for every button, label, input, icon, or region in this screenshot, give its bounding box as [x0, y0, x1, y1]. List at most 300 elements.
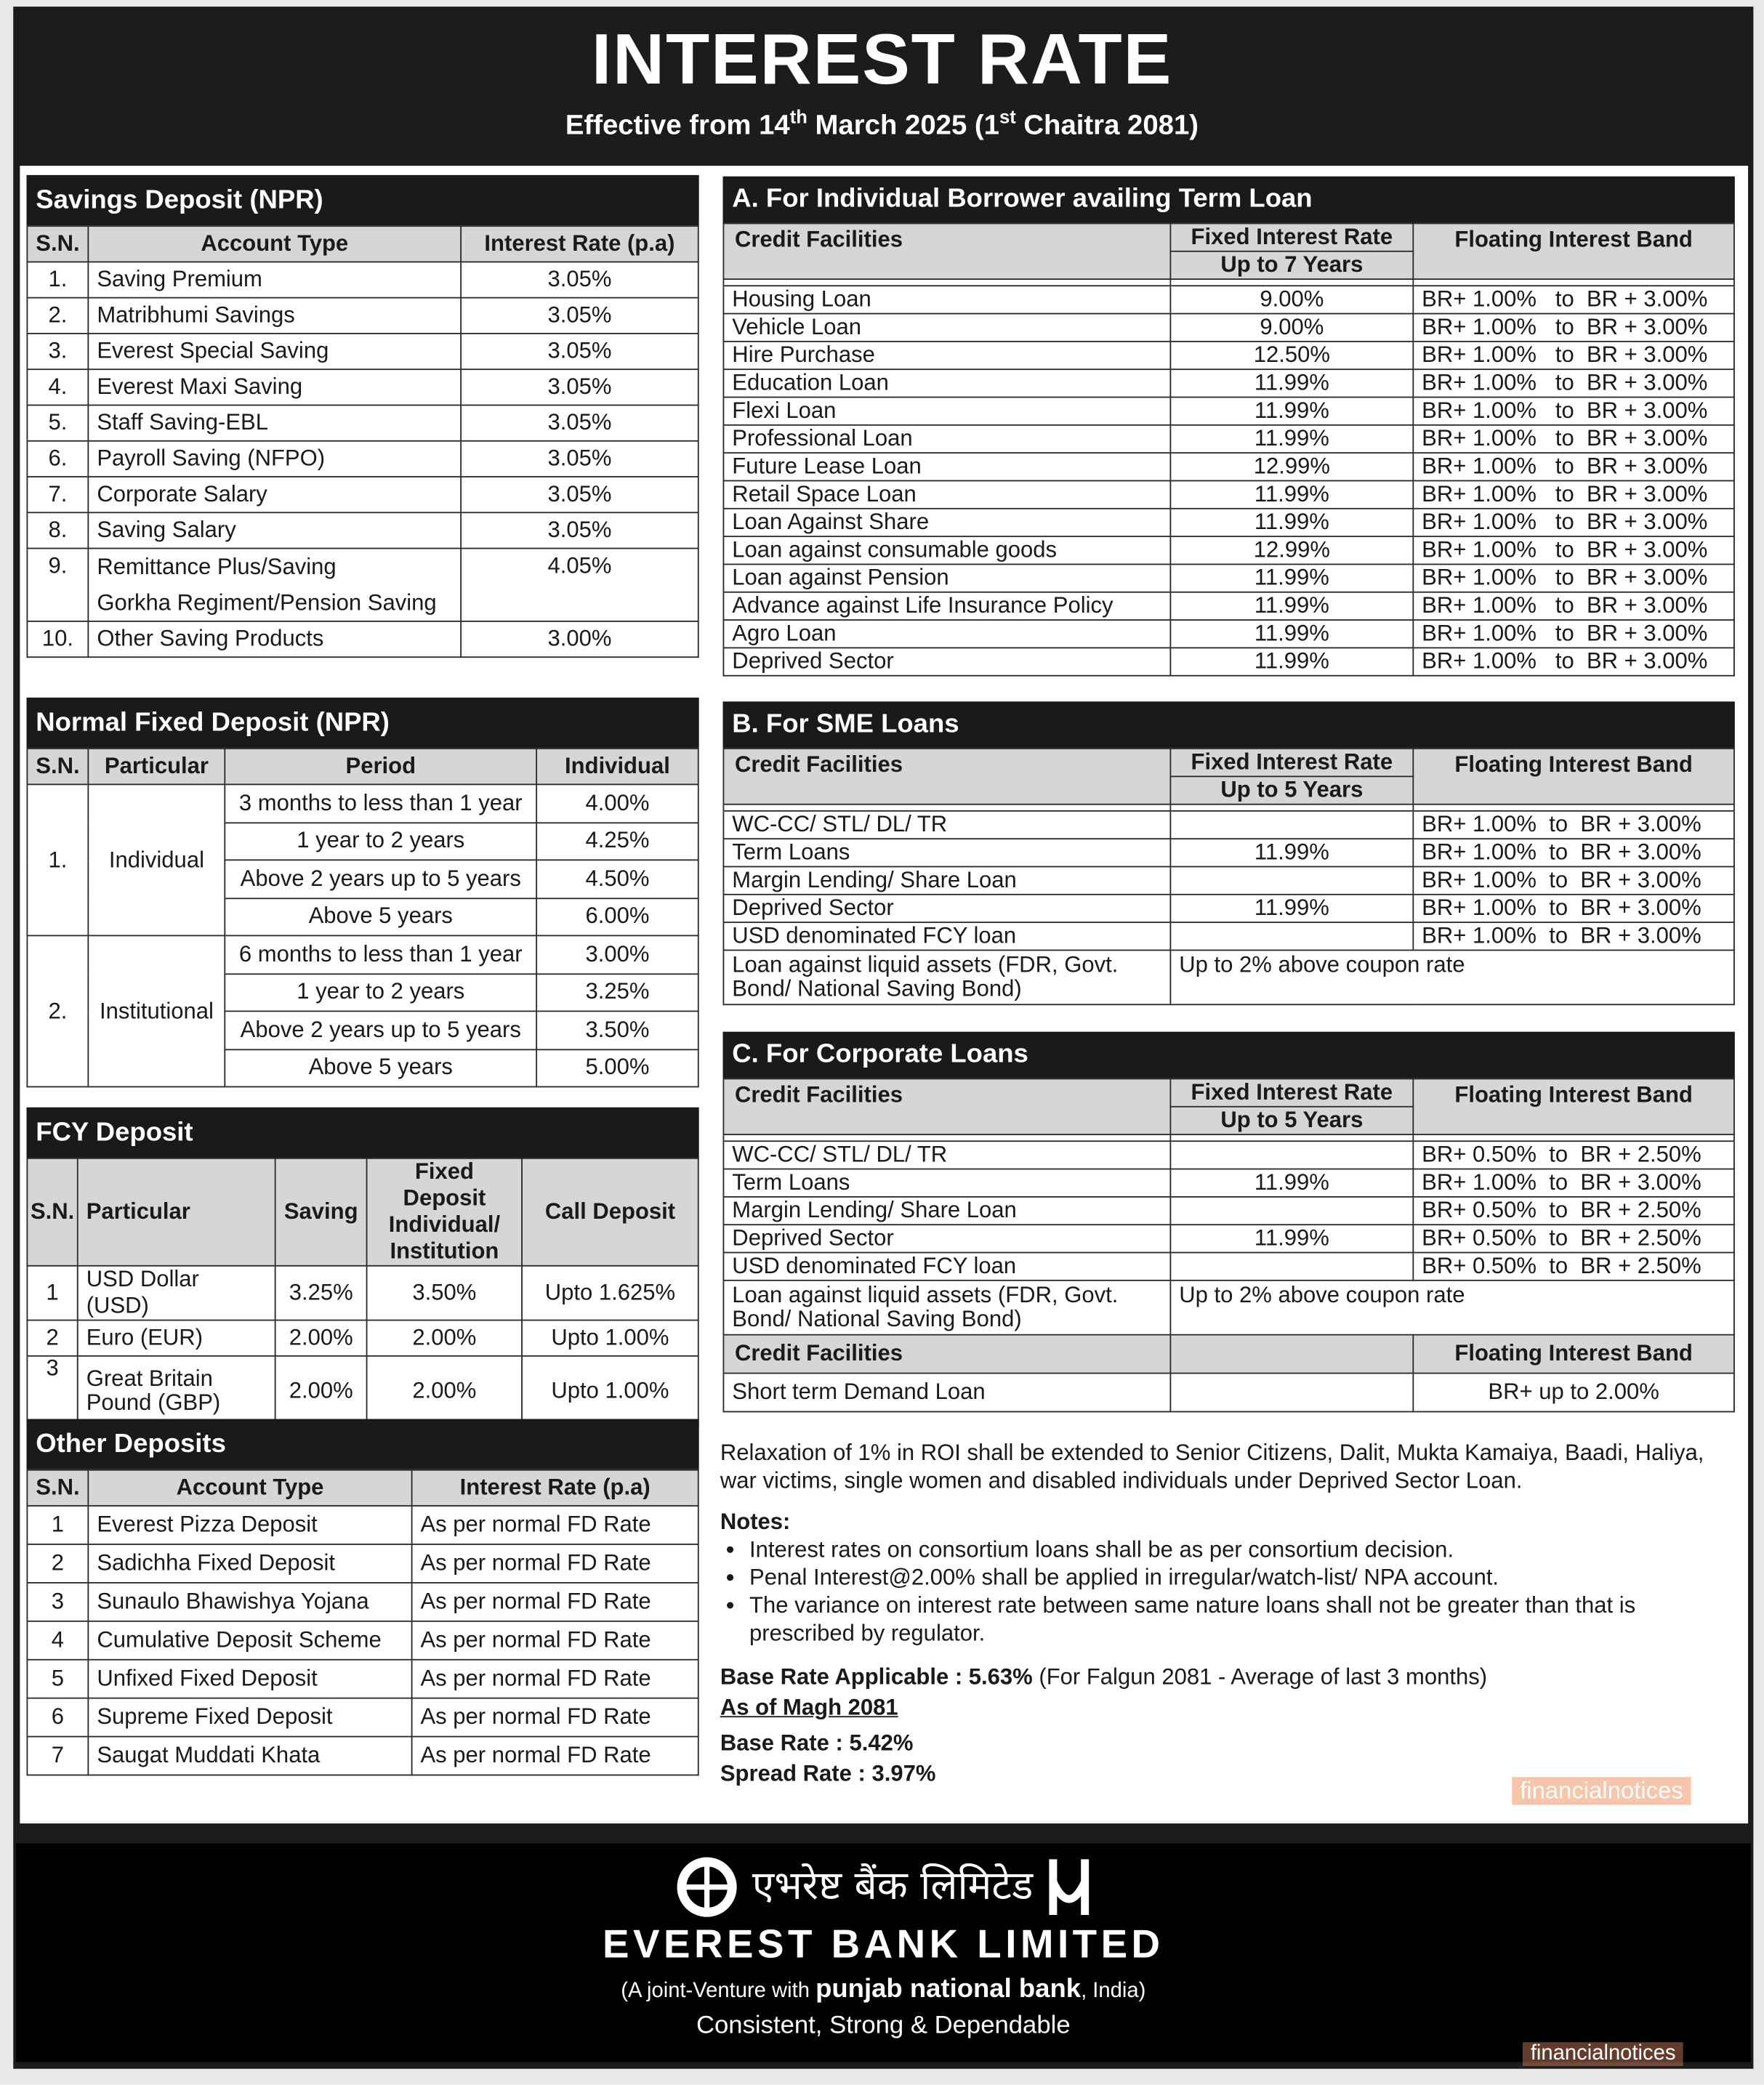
spacer-cell: [1413, 1134, 1734, 1141]
table-row: [723, 648, 1733, 675]
account-type-cell: Cumulative Deposit Scheme: [88, 1621, 411, 1660]
serial-number: 6: [27, 1698, 88, 1737]
serial-number: 2: [27, 1320, 77, 1356]
interest-rate: As per normal FD Rate: [412, 1621, 698, 1660]
interest-rate: 3.05%: [461, 369, 698, 405]
section-title: C. For Corporate Loans: [723, 1032, 1735, 1078]
spacer-cell: [723, 279, 1170, 286]
fixed-rate: 11.99%: [1170, 369, 1413, 397]
account-type-cell: Sunaulo Bhawishya Yojana: [88, 1583, 411, 1621]
interest-rate: 4.50%: [536, 860, 698, 898]
normal-fd-table: [26, 748, 698, 1087]
table-row: [27, 784, 698, 822]
subtitle-part: Effective from 14: [565, 110, 790, 141]
serial-number: 5.: [27, 405, 88, 440]
spacer-cell: [1413, 279, 1734, 286]
account-type-cell: Everest Maxi Saving: [88, 369, 461, 405]
header-row: [723, 749, 1733, 776]
floating-band: BR+ 0.50% to BR + 2.50%: [1413, 1141, 1734, 1169]
fixed-rate: 11.99%: [1170, 480, 1413, 508]
credit-facility: Future Lease Loan: [723, 453, 1170, 480]
spacer-cell: [1170, 279, 1413, 286]
watermark: financialnotices: [1523, 2042, 1684, 2066]
table-row: [27, 262, 698, 297]
spacer-cell: [723, 1134, 1170, 1141]
pnb-logo-icon: [1046, 1855, 1091, 1919]
fixed-rate: 11.99%: [1170, 1169, 1413, 1197]
credit-facility: Loan against liquid assets (FDR, Govt. Bond/ National Saving Bond): [723, 1281, 1170, 1335]
bank-logo: [16, 1854, 1751, 1920]
table-row: [723, 536, 1733, 564]
base-rate-note: (For Falgun 2081 - Average of last 3 months): [1032, 1664, 1488, 1690]
table-row: [27, 935, 698, 973]
table-row: [27, 1266, 698, 1320]
credit-facility: Retail Space Loan: [723, 480, 1170, 508]
account-type-cell: Saving Premium: [88, 262, 461, 297]
header-row: [27, 749, 698, 784]
table-row: [723, 950, 1733, 1004]
table-row: [723, 839, 1733, 866]
fixed-rate: [1170, 811, 1413, 839]
table-row: [723, 480, 1733, 508]
floating-band: BR+ 1.00% to BR + 3.00%: [1413, 620, 1734, 648]
column-header: Fixed Deposit Individual/ Institution: [367, 1158, 523, 1266]
column-header: Period: [225, 749, 536, 784]
savings-table: [26, 225, 698, 658]
base-rate-applicable: [720, 1663, 1741, 1690]
period-cell: 1 year to 2 years: [225, 822, 536, 860]
column-header: Floating Interest Band: [1413, 1335, 1734, 1374]
account-type-cell: Unfixed Fixed Deposit: [88, 1660, 411, 1698]
interest-rate: 3.00%: [461, 621, 698, 657]
fixed-rate: [1170, 1141, 1413, 1169]
subtitle-sup: th: [789, 105, 808, 128]
table-row: [723, 564, 1733, 592]
note-item: • Interest rates on consortium loans shall be as per consortium decision.: [749, 1536, 1741, 1563]
column-header: Credit Facilities: [723, 1078, 1170, 1134]
column-header: S.N.: [27, 226, 88, 262]
subtitle-sup: st: [999, 105, 1016, 128]
subtitle-part: Chaitra 2081): [1015, 110, 1199, 141]
serial-number: 2.: [27, 935, 88, 1086]
loan-a-section: [723, 177, 1735, 677]
table-row: [27, 1583, 698, 1621]
column-header: Individual: [536, 749, 698, 784]
fixed-rate: 9.00%: [1170, 286, 1413, 313]
credit-facility: Loan against Pension: [723, 564, 1170, 592]
fixed-rate: [1170, 867, 1413, 895]
serial-number: 9.: [27, 549, 88, 621]
floating-band: BR+ 1.00% to BR + 3.00%: [1413, 509, 1734, 536]
table-row: [723, 592, 1733, 620]
spacer-row: [723, 1134, 1733, 1141]
credit-facility: WC-CC/ STL/ DL/ TR: [723, 811, 1170, 839]
jv-brand: punjab national bank: [815, 1975, 1082, 2004]
interest-rate: 3.05%: [461, 405, 698, 440]
saving-rate: 2.00%: [275, 1356, 367, 1427]
table-row: [27, 1506, 698, 1544]
fixed-rate: 11.99%: [1170, 839, 1413, 866]
header-row: [723, 1078, 1733, 1106]
floating-band: BR+ 1.00% to BR + 3.00%: [1413, 425, 1734, 453]
serial-number: 3: [27, 1583, 88, 1621]
period-cell: Above 2 years up to 5 years: [225, 860, 536, 898]
table-row: [723, 922, 1733, 950]
interest-rate: As per normal FD Rate: [412, 1506, 698, 1544]
interest-rate: 3.05%: [461, 334, 698, 369]
interest-rate: As per normal FD Rate: [412, 1544, 698, 1583]
joint-venture-text: [16, 1973, 1751, 2007]
table-row: [723, 1374, 1733, 1412]
interest-rate: 3.05%: [461, 262, 698, 297]
tagline: Consistent, Strong & Dependable: [696, 2012, 1071, 2040]
table-row: [27, 369, 698, 405]
column-header: Fixed Interest Rate: [1170, 1078, 1413, 1106]
floating-band: BR+ 0.50% to BR + 2.50%: [1413, 1197, 1734, 1225]
table-row: [27, 1737, 698, 1775]
table-row: [723, 1197, 1733, 1225]
account-type-cell: Everest Special Saving: [88, 334, 461, 369]
floating-band: BR+ 1.00% to BR + 3.00%: [1413, 342, 1734, 369]
fixed-rate: [1170, 1197, 1413, 1225]
spacer-cell: [1413, 804, 1734, 811]
period-cell: Above 5 years: [225, 1049, 536, 1086]
jv-prefix: (A joint-Venture with: [621, 1980, 816, 2003]
floating-band: BR+ 1.00% to BR + 3.00%: [1413, 536, 1734, 564]
column-header: Call Deposit: [522, 1158, 698, 1266]
notes-title: Notes:: [720, 1509, 791, 1535]
serial-number: 4.: [27, 369, 88, 405]
table-row: [723, 425, 1733, 453]
serial-number: 1: [27, 1506, 88, 1544]
period-cell: 6 months to less than 1 year: [225, 935, 536, 973]
interest-rate: 5.00%: [536, 1049, 698, 1086]
credit-facility: Agro Loan: [723, 620, 1170, 648]
fixed-rate: 11.99%: [1170, 592, 1413, 620]
floating-band: BR+ 1.00% to BR + 3.00%: [1413, 286, 1734, 313]
account-type-cell: Supreme Fixed Deposit: [88, 1698, 411, 1737]
jv-suffix: , India): [1081, 1980, 1146, 2003]
fcy-section: [26, 1108, 698, 1427]
account-type-cell: Matribhumi Savings: [88, 298, 461, 334]
credit-facility: Short term Demand Loan: [723, 1374, 1170, 1412]
account-type-cell: Staff Saving-EBL: [88, 405, 461, 440]
floating-band: BR+ 1.00% to BR + 3.00%: [1413, 1169, 1734, 1197]
table-row: [723, 620, 1733, 648]
column-header: [1170, 1335, 1413, 1374]
table-row: [723, 453, 1733, 480]
bank-name-nepali: एभरेष्ट बैंक लिमिटेड: [752, 1863, 1034, 1910]
table-row: [723, 867, 1733, 895]
credit-facility: Loan against liquid assets (FDR, Govt. Bond/ National Saving Bond): [723, 950, 1170, 1004]
call-deposit-rate: Upto 1.00%: [522, 1320, 698, 1356]
account-type-cell: Saugat Muddati Khata: [88, 1737, 411, 1775]
bank-name: EVEREST BANK LIMITED: [603, 1922, 1164, 1967]
column-header: Credit Facilities: [723, 749, 1170, 804]
credit-facility: USD denominated FCY loan: [723, 922, 1170, 950]
table-row: [723, 286, 1733, 313]
table-row: [723, 1281, 1733, 1335]
interest-rate: 3.05%: [461, 477, 698, 512]
saving-rate: 2.00%: [275, 1320, 367, 1356]
table-row: [27, 441, 698, 477]
table-row: [27, 1621, 698, 1660]
everest-logo-icon: [675, 1855, 739, 1919]
interest-rate: As per normal FD Rate: [412, 1698, 698, 1737]
serial-number: 4: [27, 1621, 88, 1660]
table-row: [723, 342, 1733, 369]
interest-rate: 4.05%: [461, 549, 698, 621]
fixed-deposit-rate: 3.50%: [367, 1266, 523, 1320]
column-header: Account Type: [88, 1470, 411, 1506]
floating-band: BR+ 1.00% to BR + 3.00%: [1413, 453, 1734, 480]
fixed-rate: 12.50%: [1170, 342, 1413, 369]
floating-band: BR+ 1.00% to BR + 3.00%: [1413, 480, 1734, 508]
table-row: [27, 621, 698, 657]
account-type-cell: Payroll Saving (NFPO): [88, 441, 461, 477]
credit-facility: Loan Against Share: [723, 509, 1170, 536]
fixed-deposit-rate: 2.00%: [367, 1320, 523, 1356]
serial-number: 10.: [27, 621, 88, 657]
section-title: Savings Deposit (NPR): [26, 175, 698, 225]
table-row: [27, 1320, 698, 1356]
account-type-cell: Everest Pizza Deposit: [88, 1506, 411, 1544]
serial-number: 7: [27, 1737, 88, 1775]
credit-facility: Professional Loan: [723, 425, 1170, 453]
account-type-cell: Corporate Salary: [88, 477, 461, 512]
table-row: [27, 334, 698, 369]
other-deposits-section: [26, 1419, 698, 1776]
fixed-rate: Up to 2% above coupon rate: [1170, 1281, 1734, 1335]
table-row: [723, 1141, 1733, 1169]
interest-rate: 3.05%: [461, 298, 698, 334]
column-header: S.N.: [27, 749, 88, 784]
serial-number: 1.: [27, 262, 88, 297]
table-row: [27, 1356, 698, 1427]
interest-rate: As per normal FD Rate: [412, 1583, 698, 1621]
column-header: Up to 5 Years: [1170, 776, 1413, 804]
page-title: INTEREST RATE: [591, 20, 1173, 100]
fixed-rate: [1170, 1253, 1413, 1281]
column-header: Particular: [88, 749, 225, 784]
floating-band: BR+ 1.00% to BR + 3.00%: [1413, 648, 1734, 675]
column-header: Account Type: [88, 226, 461, 262]
spread-rate: Spread Rate : 3.97%: [720, 1761, 936, 1787]
particular-cell: USD Dollar (USD): [78, 1266, 275, 1320]
column-header: Credit Facilities: [723, 223, 1170, 279]
floating-band: BR+ 1.00% to BR + 3.00%: [1413, 867, 1734, 895]
column-header: Particular: [78, 1158, 275, 1266]
header-row: [723, 223, 1733, 251]
credit-facility: Vehicle Loan: [723, 314, 1170, 342]
account-name: Remittance Plus/Saving: [97, 554, 337, 580]
column-header: Fixed Interest Rate: [1170, 749, 1413, 776]
fixed-rate: 11.99%: [1170, 398, 1413, 425]
interest-rate: As per normal FD Rate: [412, 1660, 698, 1698]
note-item: • Penal Interest@2.00% shall be applied in irregular/watch-list/ NPA account.: [749, 1563, 1741, 1591]
column-header: Floating Interest Band: [1413, 223, 1734, 279]
account-name: Gorkha Regiment/Pension Saving: [97, 590, 437, 616]
floating-band: BR+ 0.50% to BR + 2.50%: [1413, 1225, 1734, 1252]
serial-number: 3.: [27, 334, 88, 369]
section-title: B. For SME Loans: [723, 701, 1735, 748]
floating-band: BR+ 1.00% to BR + 3.00%: [1413, 895, 1734, 922]
credit-facility: Housing Loan: [723, 286, 1170, 313]
column-header: Up to 5 Years: [1170, 1107, 1413, 1134]
table-row: [27, 477, 698, 512]
credit-facility: Term Loans: [723, 839, 1170, 866]
credit-facility: WC-CC/ STL/ DL/ TR: [723, 1141, 1170, 1169]
header-row: [723, 1335, 1733, 1374]
credit-facility: Term Loans: [723, 1169, 1170, 1197]
spacer-cell: [723, 804, 1170, 811]
credit-facility: Deprived Sector: [723, 895, 1170, 922]
fixed-rate: Up to 2% above coupon rate: [1170, 950, 1734, 1004]
fixed-rate: 11.99%: [1170, 425, 1413, 453]
floating-band: BR+ 1.00% to BR + 3.00%: [1413, 922, 1734, 950]
serial-number: 2: [27, 1544, 88, 1583]
saving-rate: 3.25%: [275, 1266, 367, 1320]
loan-b-section: [723, 701, 1735, 1005]
floating-band: BR+ 1.00% to BR + 3.00%: [1413, 592, 1734, 620]
normal-fd-section: [26, 698, 698, 1087]
column-header: Floating Interest Band: [1413, 1078, 1734, 1134]
column-header: Saving: [275, 1158, 367, 1266]
watermark: financialnotices: [1512, 1777, 1691, 1804]
table-row: [27, 1698, 698, 1737]
spacer-row: [723, 804, 1733, 811]
floating-band: BR+ 1.00% to BR + 3.00%: [1413, 314, 1734, 342]
particular-cell: Institutional: [88, 935, 225, 1086]
table-row: [723, 811, 1733, 839]
section-title: Normal Fixed Deposit (NPR): [26, 698, 698, 748]
credit-facility: Advance against Life Insurance Policy: [723, 592, 1170, 620]
spacer-cell: [1170, 1134, 1413, 1141]
table-row: [723, 1253, 1733, 1281]
serial-number: 2.: [27, 298, 88, 334]
particular-cell: Great Britain Pound (GBP): [78, 1356, 275, 1427]
column-header: Interest Rate (p.a): [461, 226, 698, 262]
fixed-rate: [1170, 1374, 1413, 1412]
fixed-rate: 11.99%: [1170, 895, 1413, 922]
spacer-cell: [1170, 804, 1413, 811]
fixed-rate: 11.99%: [1170, 1225, 1413, 1252]
table-row: [723, 314, 1733, 342]
account-type-cell: Other Saving Products: [88, 621, 461, 657]
account-type-cell: [88, 549, 461, 621]
table-row: [723, 1225, 1733, 1252]
column-header: Credit Facilities: [723, 1335, 1170, 1374]
serial-number: 8.: [27, 512, 88, 548]
notes-area: [720, 1439, 1741, 1788]
table-row: [723, 398, 1733, 425]
fixed-rate: 11.99%: [1170, 648, 1413, 675]
fixed-rate: 9.00%: [1170, 314, 1413, 342]
fcy-table: [26, 1158, 698, 1427]
floating-band: BR+ 1.00% to BR + 3.00%: [1413, 811, 1734, 839]
interest-rate: 3.50%: [536, 1011, 698, 1049]
fixed-rate: 12.99%: [1170, 536, 1413, 564]
credit-facility: USD denominated FCY loan: [723, 1253, 1170, 1281]
table-row: [27, 549, 698, 621]
fixed-rate: 11.99%: [1170, 509, 1413, 536]
call-deposit-rate: Upto 1.625%: [522, 1266, 698, 1320]
loan-c-section: [723, 1032, 1735, 1413]
serial-number: 6.: [27, 441, 88, 477]
credit-facility: Margin Lending/ Share Loan: [723, 1197, 1170, 1225]
interest-rate: 4.00%: [536, 784, 698, 822]
table-row: [723, 369, 1733, 397]
serial-number: 7.: [27, 477, 88, 512]
column-header: S.N.: [27, 1470, 88, 1506]
credit-facility: Education Loan: [723, 369, 1170, 397]
floating-band: BR+ 1.00% to BR + 3.00%: [1413, 398, 1734, 425]
base-rate: Base Rate : 5.42%: [720, 1730, 914, 1757]
loan-c-table: [723, 1078, 1735, 1413]
table-row: [27, 298, 698, 334]
floating-band: BR+ 0.50% to BR + 2.50%: [1413, 1253, 1734, 1281]
floating-band: BR+ 1.00% to BR + 3.00%: [1413, 564, 1734, 592]
credit-facility: Loan against consumable goods: [723, 536, 1170, 564]
fixed-rate: 11.99%: [1170, 620, 1413, 648]
subtitle-part: March 2025 (1: [807, 110, 999, 141]
as-of-date: As of Magh 2081: [720, 1695, 898, 1720]
header-row: [27, 1470, 698, 1506]
account-type-cell: Sadichha Fixed Deposit: [88, 1544, 411, 1583]
header-row: [27, 226, 698, 262]
floating-band: BR+ 1.00% to BR + 3.00%: [1413, 839, 1734, 866]
period-cell: 1 year to 2 years: [225, 973, 536, 1011]
table-row: [27, 1544, 698, 1583]
relaxation-text: Relaxation of 1% in ROI shall be extended to Senior Citizens, Dalit, Mukta Kamaiya, Baadi, Haliya, war victims, single women and disabled individuals under Deprived Sector Loan.: [720, 1440, 1704, 1493]
spacer-row: [723, 279, 1733, 286]
table-row: [723, 509, 1733, 536]
savings-section: [26, 175, 698, 658]
base-rate-applicable-value: Base Rate Applicable : 5.63%: [720, 1664, 1033, 1690]
interest-rate: 6.00%: [536, 898, 698, 935]
period-cell: 3 months to less than 1 year: [225, 784, 536, 822]
floating-band: BR+ up to 2.00%: [1413, 1374, 1734, 1412]
column-header: Fixed Interest Rate: [1170, 223, 1413, 251]
table-row: [27, 405, 698, 440]
credit-facility: Deprived Sector: [723, 648, 1170, 675]
column-header: Interest Rate (p.a): [412, 1470, 698, 1506]
period-cell: Above 5 years: [225, 898, 536, 935]
serial-number: 3: [27, 1356, 77, 1427]
call-deposit-rate: Upto 1.00%: [522, 1356, 698, 1427]
fixed-deposit-rate: 2.00%: [367, 1356, 523, 1427]
footer: [16, 1843, 1751, 2062]
credit-facility: Hire Purchase: [723, 342, 1170, 369]
interest-rate: 3.05%: [461, 512, 698, 548]
table-row: [723, 895, 1733, 922]
header-row: [27, 1158, 698, 1266]
loan-a-table: [723, 223, 1735, 677]
interest-rate: 3.25%: [536, 973, 698, 1011]
notes-list: [720, 1536, 1741, 1647]
serial-number: 1: [27, 1266, 77, 1320]
interest-rate: As per normal FD Rate: [412, 1737, 698, 1775]
section-title: Other Deposits: [26, 1419, 698, 1469]
fixed-rate: 11.99%: [1170, 564, 1413, 592]
interest-rate: 3.05%: [461, 441, 698, 477]
section-title: FCY Deposit: [26, 1108, 698, 1158]
section-title: A. For Individual Borrower availing Term Loan: [723, 177, 1735, 223]
credit-facility: Flexi Loan: [723, 398, 1170, 425]
column-header: Floating Interest Band: [1413, 749, 1734, 804]
other-deposits-table: [26, 1469, 698, 1776]
interest-rate: 3.00%: [536, 935, 698, 973]
